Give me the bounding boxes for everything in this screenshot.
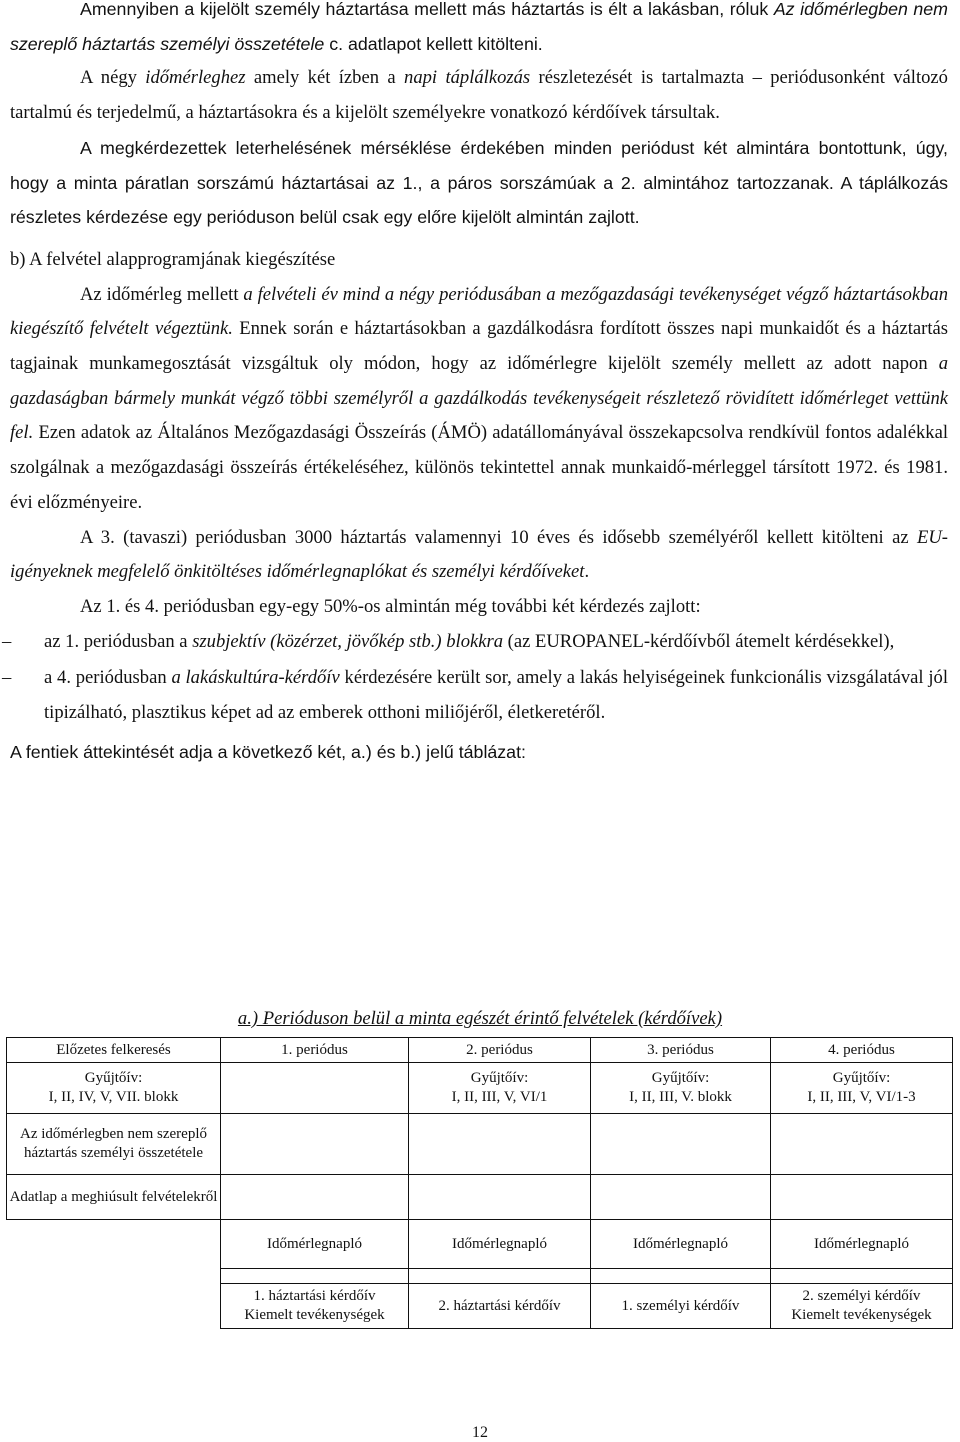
section-heading-b: b) A felvétel alapprogramjának kiegészítése [10, 248, 336, 270]
gap-cell [409, 1269, 591, 1284]
text-run: Az időmérleg mellett [80, 283, 244, 305]
table-gap-row [7, 1269, 953, 1284]
italic-run: a felvételi év mind a négy periódusában a mezőgazdasági tevékenységet végző háztartásokban kiegészítő felvételt végeztünk. [10, 283, 948, 340]
dash-bullet: – [2, 667, 12, 689]
paragraph-summary: A fentiek áttekintését adja a következő két, a.) és b.) jelű táblázat: [10, 741, 526, 762]
text-run: Amennyiben a kijelölt személy háztartása mellett más háztartás is élt a lakásban, róluk [80, 0, 774, 19]
table-cell: Időmérlegnapló [771, 1220, 953, 1269]
cell-line: Kiemelt tevékenységek [244, 1307, 385, 1323]
table-cell-empty [7, 1220, 221, 1269]
paragraph-household-sheet [10, 0, 948, 61]
page-number: 12 [472, 1424, 488, 1441]
table-cell [221, 1284, 409, 1329]
paragraph-time-use [10, 61, 948, 130]
table-cell-empty [409, 1114, 591, 1175]
cell-line: Gyűjtőív: [470, 1070, 529, 1086]
cell-line: I, II, III, V, VI/1 [451, 1089, 548, 1105]
list-item-subjective [2, 625, 948, 660]
table-cell-empty [771, 1175, 953, 1220]
cell-line: I, II, III, V, VI/1-3 [807, 1089, 916, 1105]
header-cell: 1. periódus [221, 1038, 409, 1063]
table-cell: Időmérlegnapló [591, 1220, 771, 1269]
table-cell: Adatlap a meghiúsult felvételekről [7, 1175, 221, 1220]
table-cell: 2. háztartási kérdőív [409, 1284, 591, 1329]
text-run: A négy [80, 67, 146, 89]
table-cell: Időmérlegnapló [409, 1220, 591, 1269]
italic-run: szubjektív (közérzet, jövőkép stb.) blokkra [192, 630, 504, 652]
header-cell: 3. periódus [591, 1038, 771, 1063]
table-header-row [7, 1038, 953, 1063]
gap-cell [7, 1269, 221, 1284]
table-cell [7, 1063, 221, 1114]
table-cell-empty [771, 1114, 953, 1175]
paragraph-spring-period [10, 521, 948, 590]
table-cell-empty [221, 1063, 409, 1114]
italic-run: napi táplálkozás [404, 67, 531, 89]
survey-table [6, 1037, 953, 1329]
cell-line: Gyűjtőív: [651, 1070, 710, 1086]
gap-cell [221, 1269, 409, 1284]
table-row-diary [7, 1220, 953, 1269]
cell-line: 1. háztartási kérdőív [253, 1288, 376, 1304]
table-cell [591, 1063, 771, 1114]
italic-run: a lakáskultúra-kérdőív [171, 667, 340, 689]
text-run: amely két ízben a [245, 67, 405, 89]
table-row-failed [7, 1175, 953, 1220]
table-title: a.) Perióduson belül a minta egészét érintő felvételek (kérdőívek) [237, 1008, 723, 1029]
paragraph-subsamples: A megkérdezettek leterhelésének mérséklése érdekében minden periódust két almintára bontottunk, úgy, hogy a minta páratlan sorszámú háztartásai az 1., a páros sorszámúak a 2. almintához tartozzanak. A táplálkozás részletes kérdezése egy perióduson belül csak egy előre kijelölt almintán zajlott. [10, 137, 948, 228]
text-run: . [584, 561, 590, 583]
cell-line: Gyűjtőív: [84, 1070, 143, 1086]
text-run: az 1. periódusban a [44, 630, 193, 652]
cell-line: Gyűjtőív: [832, 1070, 891, 1086]
table-cell-empty [591, 1114, 771, 1175]
gap-cell [591, 1269, 771, 1284]
italic-run: EU-igényeknek megfelelő önkitöltéses időmérlegnaplókat és személyi kérdőíveket [10, 526, 948, 583]
text-run: Ezen adatok az Általános Mezőgazdasági Összeírás (ÁMÖ) adatállományával összekapcsolva rendkívül fontos adalékkal szolgálnak a mezőgazdasági összeírás értékeléséhez, különös tekintettel annak munkaidő-mérleggel társított 1972. és 1981. évi előzményeire. [10, 422, 948, 513]
table-cell-empty [591, 1175, 771, 1220]
text-run: részletezését is tartalmazta – periódusonként változó tartalmú és terjedelmű, a háztartásokra és a kijelölt személyekre vonatkozó kérdőívek társultak. [10, 67, 948, 124]
table-cell: 1. személyi kérdőív [591, 1284, 771, 1329]
body-text [2, 0, 948, 769]
cell-line: Kiemelt tevékenységek [791, 1307, 932, 1323]
text-run: (az EUROPANEL-kérdőívből átemelt kérdésekkel), [503, 630, 895, 652]
dash-bullet: – [2, 630, 12, 652]
header-cell: Előzetes felkeresés [7, 1038, 221, 1063]
text-run: c. adatlapot kellett kitölteni. [324, 33, 543, 54]
table-row-household [7, 1114, 953, 1175]
paragraph-additional-surveys: Az 1. és 4. periódusban egy-egy 50%-os almintán még további két kérdezés zajlott: [80, 595, 701, 617]
table-row-questionnaires [7, 1284, 953, 1329]
paragraph-agricultural [10, 278, 948, 521]
cell-line: 2. személyi kérdőív [802, 1288, 921, 1304]
cell-line: I, II, IV, V, VII. blokk [48, 1089, 179, 1105]
text-run: Ennek során e háztartásokban a gazdálkodásra fordított összes napi munkaidőt és a háztartás tagjainak munkamegosztását vizsgáltuk oly módon, hogy az időmérlegre kijelölt személy mellett az adott napon [10, 318, 948, 375]
table-cell [771, 1063, 953, 1114]
table-cell: Az időmérlegben nem szereplő háztartás személyi összetétele [7, 1114, 221, 1175]
header-cell: 2. periódus [409, 1038, 591, 1063]
table-cell [771, 1284, 953, 1329]
italic-run: Az időmérlegben nem szereplő háztartás személyi összetétele [10, 0, 948, 54]
text-run: a 4. periódusban [44, 667, 172, 689]
table-row-collector [7, 1063, 953, 1114]
list-item-housing [2, 661, 948, 730]
table-cell-empty [221, 1175, 409, 1220]
italic-run: időmérleghez [145, 67, 246, 89]
italic-run: a gazdaságban bármely munkát végző többi személyről a gazdálkodás tevékenységeit részletező rövidített időmérleget vettünk fel. [10, 353, 948, 444]
header-cell: 4. periódus [771, 1038, 953, 1063]
cell-line: I, II, III, V. blokk [629, 1089, 732, 1105]
text-run: kérdezésére került sor, amely a lakás helyiségeinek funkcionális vizsgálatával jól tipizálható, plasztikus képet ad az emberek otthoni miliőjéről, életkeretéről. [44, 667, 948, 724]
table-cell-empty [409, 1175, 591, 1220]
text-run: A 3. (tavaszi) periódusban 3000 háztartás valamennyi 10 éves és idősebb személyéről kellett kitölteni az [80, 526, 918, 548]
table-cell: Időmérlegnapló [221, 1220, 409, 1269]
table-cell [409, 1063, 591, 1114]
table-cell-empty [221, 1114, 409, 1175]
table-cell-empty [7, 1284, 221, 1329]
gap-cell [771, 1269, 953, 1284]
